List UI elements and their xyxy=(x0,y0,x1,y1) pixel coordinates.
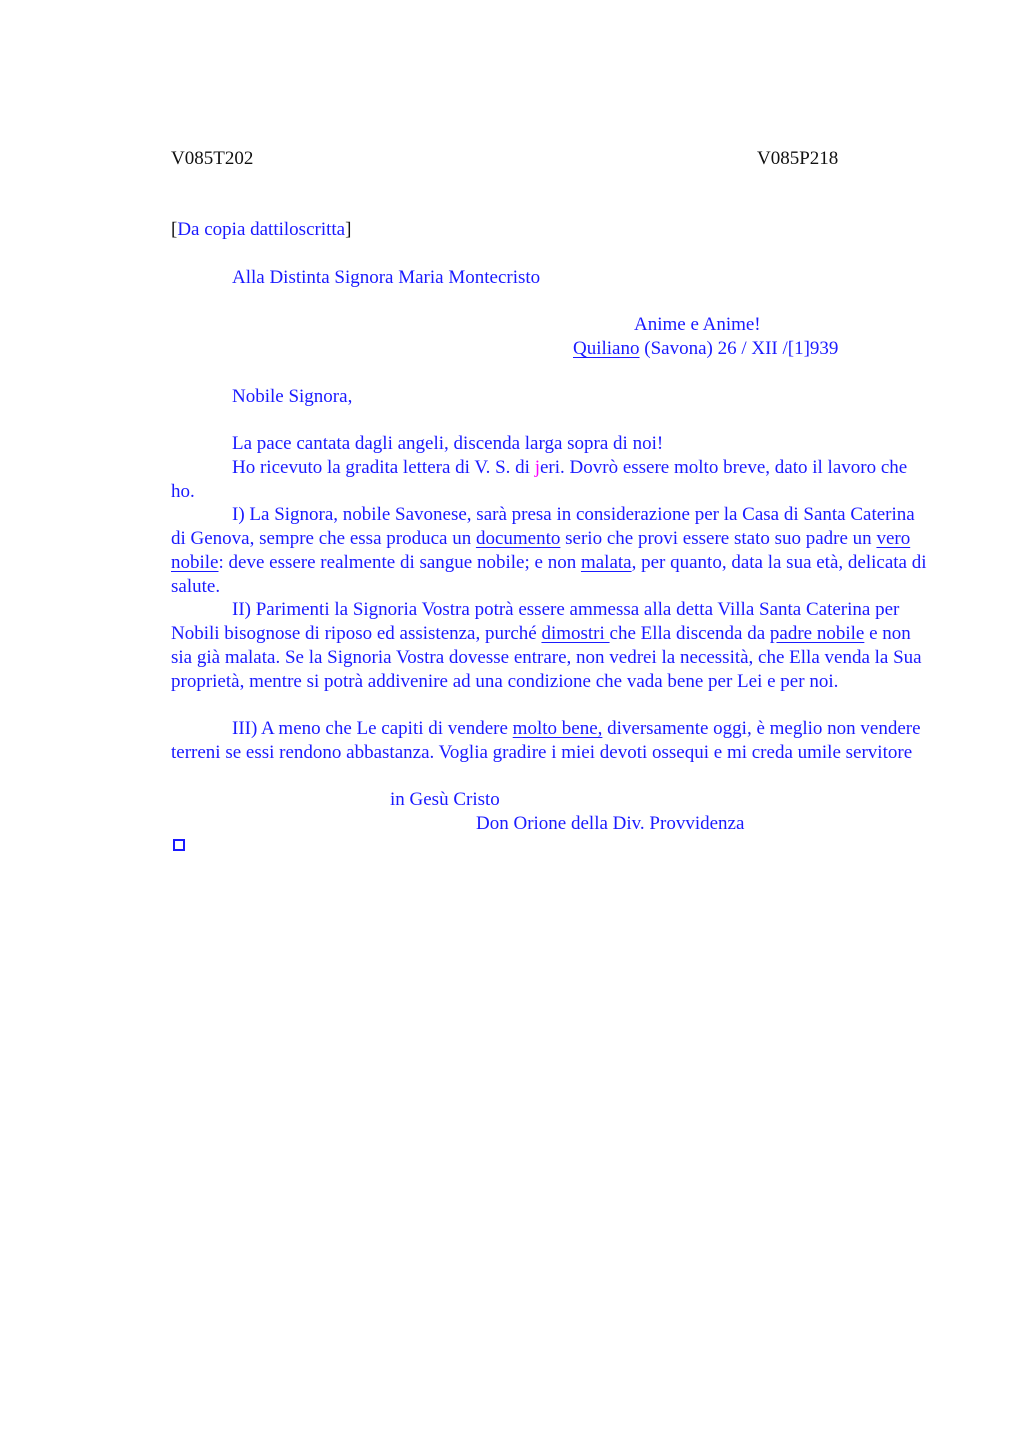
source-note-open-bracket: [ xyxy=(171,219,178,240)
end-marker-square xyxy=(173,839,185,851)
source-note xyxy=(171,218,351,242)
dateline-rest: (Savona) 26 / XII /[1]939 xyxy=(639,338,839,359)
addressee: Alla Distinta Signora Maria Montecristo xyxy=(232,267,541,288)
underlined-word: dimostri xyxy=(541,623,610,644)
salutation: Nobile Signora, xyxy=(232,386,353,407)
source-note-text: Da copia dattiloscritta xyxy=(177,219,346,240)
body-paragraph-3: I) La Signora, nobile Savonese, sarà presa in considerazione per la Casa di Santa Caterina di Genova, sempre che essa produca un documento serio che provi essere stato suo padre un vero nobile: deve essere realmente di sangue nobile; e non malata, per quanto, data la sua età, delicata di salute. xyxy=(171,504,927,597)
closing-line: in Gesù Cristo xyxy=(390,789,500,810)
body-paragraph-4: II) Parimenti la Signoria Vostra potrà essere ammessa alla detta Villa Santa Caterina per Nobili bisognose di riposo ed assistenza, purché dimostri che Ella discenda da padre nobile e non sia già malata. Se la Signoria Vostra dovesse entrare, non vedrei la necessità, che Ella venda la Sua proprietà, mentre si potrà addivenire ad una condizione che vada bene per Lei e per noi. xyxy=(171,599,922,692)
document-code-right: V085P218 xyxy=(757,148,839,169)
motto: Anime e Anime! xyxy=(634,314,761,335)
dateline xyxy=(573,337,838,361)
dateline-place: Quiliano xyxy=(573,338,640,359)
underlined-word: vero nobile xyxy=(171,528,911,573)
underlined-word: malata xyxy=(580,552,632,573)
underlined-word: padre nobile xyxy=(769,623,865,644)
underlined-word: documento xyxy=(475,528,561,549)
signature: Don Orione della Div. Provvidenza xyxy=(476,813,745,834)
highlighted-letter: j xyxy=(534,457,540,478)
body-paragraph-1: La pace cantata dagli angeli, discenda larga sopra di noi! xyxy=(232,433,664,454)
body-paragraph-2: Ho ricevuto la gradita lettera di V. S. di jeri. Dovrò essere molto breve, dato il lavoro che ho. xyxy=(171,457,908,502)
source-note-close-bracket: ] xyxy=(345,219,352,240)
document-code-left: V085T202 xyxy=(171,148,254,169)
underlined-word: molto bene, xyxy=(512,718,603,739)
body-paragraph-5: III) A meno che Le capiti di vendere molto bene, diversamente oggi, è meglio non vendere terreni se essi rendono abbastanza. Voglia gradire i miei devoti ossequi e mi creda umile servitore xyxy=(171,718,921,763)
